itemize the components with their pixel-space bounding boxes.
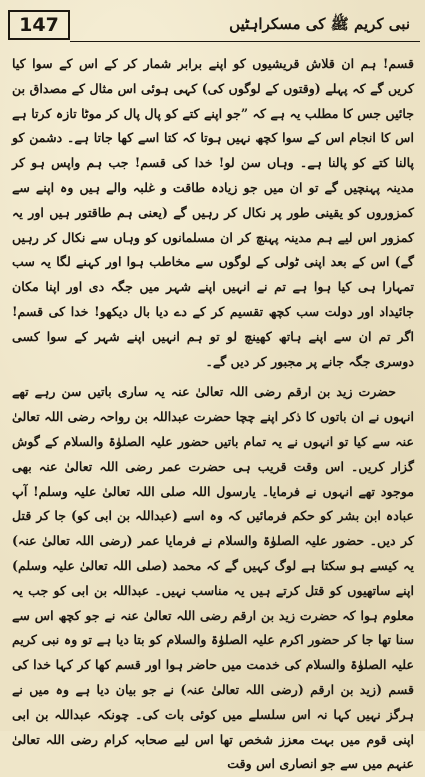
paragraph-quote: قسم! ہم ان قلاش قریشیوں کو اپنے برابر شمار کر کے اس کے سوا کیا کریں گے کہ پہلے (وقتوں کے لوگوں کی) کہی ہوئی اس مثال کے مصداق بن جائیں جس کا مطلب یہ ہے کہ ”جو اپنے کتے کو پال پال کر موٹا تازہ کرتا ہے اس کا انجام اس کے سوا کچھ نہیں ہوتا کہ کتا اسے کھا جاتا ہے۔ دشمن کو پالنا کتے کو پالنا ہے۔ وہاں سن لو! خدا کی قسم! جب ہم واپس ہو کر مدینہ پہنچیں گے تو ان میں جو زیادہ طاقت و غلبہ والے ہیں وہ اپنے سے کمزوروں کو یقینی طور پر نکال کر رہیں گے (یعنی ہم طاقتور ہیں اور یہ کمزور اس لیے ہم مدینہ پہنچ کر ان مسلمانوں کو وہاں سے نکال کر رہیں گے) اس کے بعد اپنی ٹولی کے لوگوں سے مخاطب ہوا اور کہنے لگا یہ سب تمہارا ہی کیا ہوا ہے تم نے انہیں اپنے شہر میں جگہ دی اور اپنا مکان جائیداد اور دولت سب کچھ تقسیم کر کے دے دیا بال دیکھو! خدا کی قسم! اگر تم ان سے اپنے ہاتھ کھینچ لو تو ہم انہیں اپنے شہر کے سوا کسی دوسری جگہ جانے پر مجبور کر دیں گے۔ (12, 56, 414, 369)
page-header (8, 10, 418, 46)
header-divider (70, 41, 420, 42)
page-body (12, 52, 414, 772)
page-number: 147 (8, 10, 70, 40)
paragraph-narration: حضرت زید بن ارقم رضی اللہ تعالیٰ عنہ یہ ساری باتیں سن رہے تھے انہوں نے ان باتوں کا ذکر اپنے چچا حضرت عبداللہ بن رواحہ رضی اللہ تعالیٰ عنہ سے کیا تو انہوں نے یہ تمام باتیں حضور علیہ الصلوٰۃ والسلام کے گوش گزار کریں۔ اس وقت قریب ہی حضرت عمر رضی اللہ تعالیٰ عنہ بھی موجود تھے انہوں نے فرمایا۔ یارسول اللہ صلی اللہ تعالیٰ علیہ وسلم! آپ عبادہ ابن بشر کو حکم فرمائیں کہ وہ اسے (عبداللہ بن ابی کو) جا کر قتل کر دیں۔ حضور علیہ الصلوٰۃ والسلام نے فرمایا عمر (رضی اللہ تعالیٰ عنہ) یہ کیسے ہو سکتا ہے لوگ کہیں گے کہ محمد (صلی اللہ تعالیٰ علیہ وسلم) اپنے ساتھیوں کو قتل کرتے ہیں یہ مناسب نہیں۔ عبداللہ بن ابی کو جب یہ معلوم ہوا کہ حضرت زید بن ارقم رضی اللہ تعالیٰ عنہ نے جو کچھ اس سے سنا تھا جا کر حضور اکرم علیہ الصلوٰۃ والسلام کو بتا دیا ہے تو وہ نبی کریم علیہ الصلوٰۃ والسلام کی خدمت میں حاضر ہوا اور قسم کھا کر کہا خدا کی قسم (زید بن ارقم (رضی اللہ تعالیٰ عنہ) نے جو بیان دیا ہے وہ میں نے ہرگز نہیں کہا نہ اس سلسلے میں کوئی بات کی۔ چونکہ عبداللہ بن ابی اپنی قوم میں بہت معزز شخص تھا اس لیے صحابہ کرام رضی اللہ تعالیٰ عنہم میں سے جو انصاری اس وقت (12, 384, 414, 772)
running-title: نبی کریم ﷺ کی مسکراہٹیں (229, 15, 410, 33)
